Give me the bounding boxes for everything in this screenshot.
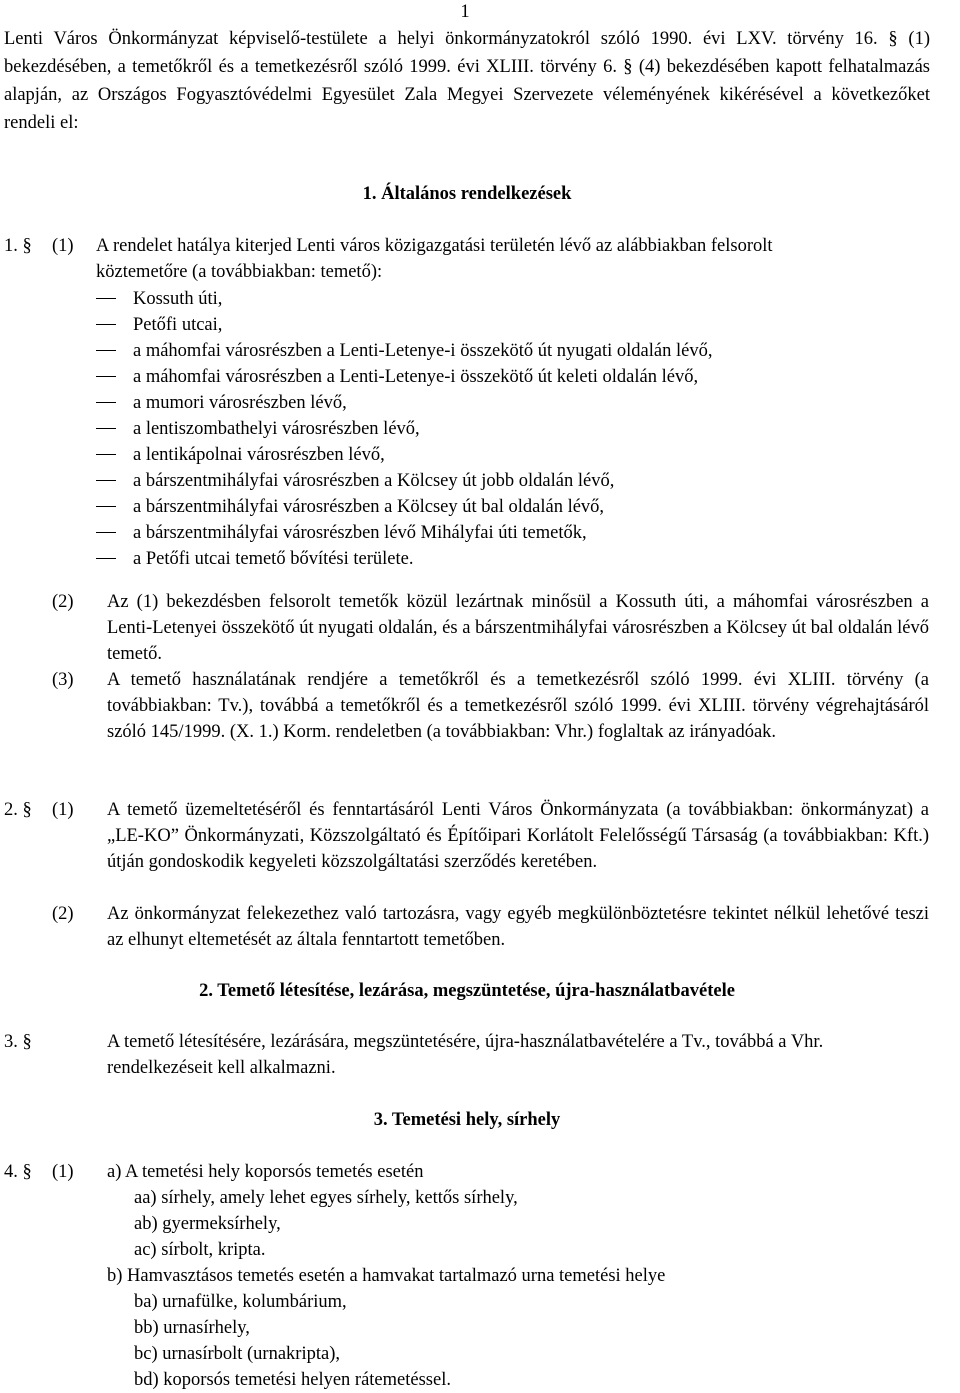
list-item <box>96 520 587 546</box>
list-item-text: Petőfi utcai, <box>133 315 223 335</box>
dash-bullet <box>96 324 116 325</box>
list-item <box>96 390 347 416</box>
p3-text: A temető használatának rendjére a temetőkről és a temetkezésről szóló 1999. évi XLIII. törvény (a továbbiakban: Tv.), továbbá a temetőkről és a temetkezésről szóló 1999. évi XLIII. törvény végrehajtásáról szóló 145/1999. (X. 1.) Korm. rendeletben (a továbbiakban: Vhr.) foglaltak az irányadóak. <box>107 670 929 742</box>
paragraph-number-1: 1. § <box>4 236 32 256</box>
section-heading-2: 2. Temető létesítése, lezárása, megszüntetése, újra-használatbavétele <box>199 981 735 1001</box>
list-item <box>96 416 420 442</box>
item-ab: ab) gyermeksírhely, <box>134 1214 281 1234</box>
list-item <box>96 546 414 572</box>
dash-bullet <box>96 298 116 299</box>
s3-text: A temető létesítésére, lezárására, megszüntetésére, újra-használatbavételére a Tv., továbbá a Vhr. rendelkezéseit kell alkalmazni. <box>107 1032 824 1078</box>
dash-bullet <box>96 480 116 481</box>
dash-bullet <box>96 376 116 377</box>
subsection-2-2: (2) <box>52 904 74 924</box>
dash-bullet <box>96 428 116 429</box>
s2-p1-text: A temető üzemeltetéséről és fenntartásáról Lenti Város Önkormányzata (a továbbiakban: önkormányzat) a „LE-KO” Önkormányzati, Közszolgáltató és Építőipari Korlátolt Felelősségű Társaság (a továbbiakban: Kft.) útján gondoskodik kegyeleti közszolgáltatási szerződés keretében. <box>107 800 929 872</box>
list-item-text: Kossuth úti, <box>133 289 223 309</box>
list-item-text: a lentiszombathelyi városrészben lévő, <box>133 419 420 439</box>
item-ba: ba) urnafülke, kolumbárium, <box>134 1292 347 1312</box>
subsection-1-2: (2) <box>52 592 74 612</box>
list-item-text: a máhomfai városrészben a Lenti-Letenye-i összekötő út keleti oldalán lévő, <box>133 367 699 387</box>
item-ac: ac) sírbolt, kripta. <box>134 1240 266 1260</box>
list-item-text: a Petőfi utcai temető bővítési területe. <box>133 549 414 569</box>
subsection-2-1: (1) <box>52 800 74 820</box>
paragraph-number-4: 4. § <box>4 1162 32 1182</box>
list-item <box>96 312 222 338</box>
item-bb: bb) urnasírhely, <box>134 1318 250 1338</box>
item-b: b) Hamvasztásos temetés esetén a hamvakat tartalmazó urna temetési helye <box>107 1266 666 1286</box>
list-item-text: a lentikápolnai városrészben lévő, <box>133 445 385 465</box>
list-item-text: a bárszentmihályfai városrészben a Kölcsey út jobb oldalán lévő, <box>133 471 615 491</box>
list-item <box>96 286 222 312</box>
item-aa: aa) sírhely, amely lehet egyes sírhely, kettős sírhely, <box>134 1188 518 1208</box>
paragraph-number-2: 2. § <box>4 800 32 820</box>
list-item-text: a bárszentmihályfai városrészben a Kölcsey út bal oldalán lévő, <box>133 497 605 517</box>
dash-bullet <box>96 558 116 559</box>
item-a: a) A temetési hely koporsós temetés esetén <box>107 1162 424 1182</box>
list-item <box>96 338 712 364</box>
subsection-1-3: (3) <box>52 670 74 690</box>
list-item-text: a bárszentmihályfai városrészben lévő Mihályfai úti temetők, <box>133 523 587 543</box>
section-heading-3: 3. Temetési hely, sírhely <box>373 1110 561 1130</box>
subsection-4-1: (1) <box>52 1162 74 1182</box>
s2-p2-text: Az önkormányzat felekezethez való tartozásra, vagy egyéb megkülönböztetésre tekintet nélkül lehetővé teszi az elhunyt eltemetését az általa fenntartott temetőben. <box>107 904 929 950</box>
list-item <box>96 468 614 494</box>
section-heading-1: 1. Általános rendelkezések <box>362 184 572 204</box>
p2-text: Az (1) bekezdésben felsorolt temetők közül lezártnak minősül a Kossuth úti, a máhomfai városrészben a Lenti-Letenyei összekötő út nyugati oldalán, és a bárszentmihályfai városrészben a Kölcsey út bal oldalán lévő temető. <box>107 592 929 664</box>
list-item-text: a máhomfai városrészben a Lenti-Letenye-i összekötő út nyugati oldalán lévő, <box>133 341 713 361</box>
list-item <box>96 494 604 520</box>
item-bd: bd) koporsós temetési helyen rátemetéssel. <box>134 1370 451 1390</box>
paragraph-number-3: 3. § <box>4 1032 32 1052</box>
list-item <box>96 364 698 390</box>
dash-bullet <box>96 454 116 455</box>
list-item <box>96 442 385 468</box>
p1-text-line1: A rendelet hatálya kiterjed Lenti város közigazgatási területén lévő az alábbiakban felsorolt <box>96 236 773 256</box>
page-number: 1 <box>460 2 470 22</box>
p1-text-line2: köztemetőre (a továbbiakban: temető): <box>96 262 383 282</box>
dash-bullet <box>96 350 116 351</box>
subsection-1-1: (1) <box>52 236 74 256</box>
preamble: Lenti Város Önkormányzat képviselő-testülete a helyi önkormányzatokról szóló 1990. évi LXV. törvény 16. § (1) bekezdésében, a temetőkről és a temetkezésről szóló 1999. évi XLIII. törvény 6. § (4) bekezdésében kapott felhatalmazás alapján, az Országos Fogyasztóvédelmi Egyesület Zala Megyei Szervezete véleményének kikérésével a következőket rendeli el: <box>4 29 930 133</box>
dash-bullet <box>96 506 116 507</box>
item-bc: bc) urnasírbolt (urnakripta), <box>134 1344 340 1364</box>
list-item-text: a mumori városrészben lévő, <box>133 393 347 413</box>
dash-bullet <box>96 532 116 533</box>
dash-bullet <box>96 402 116 403</box>
